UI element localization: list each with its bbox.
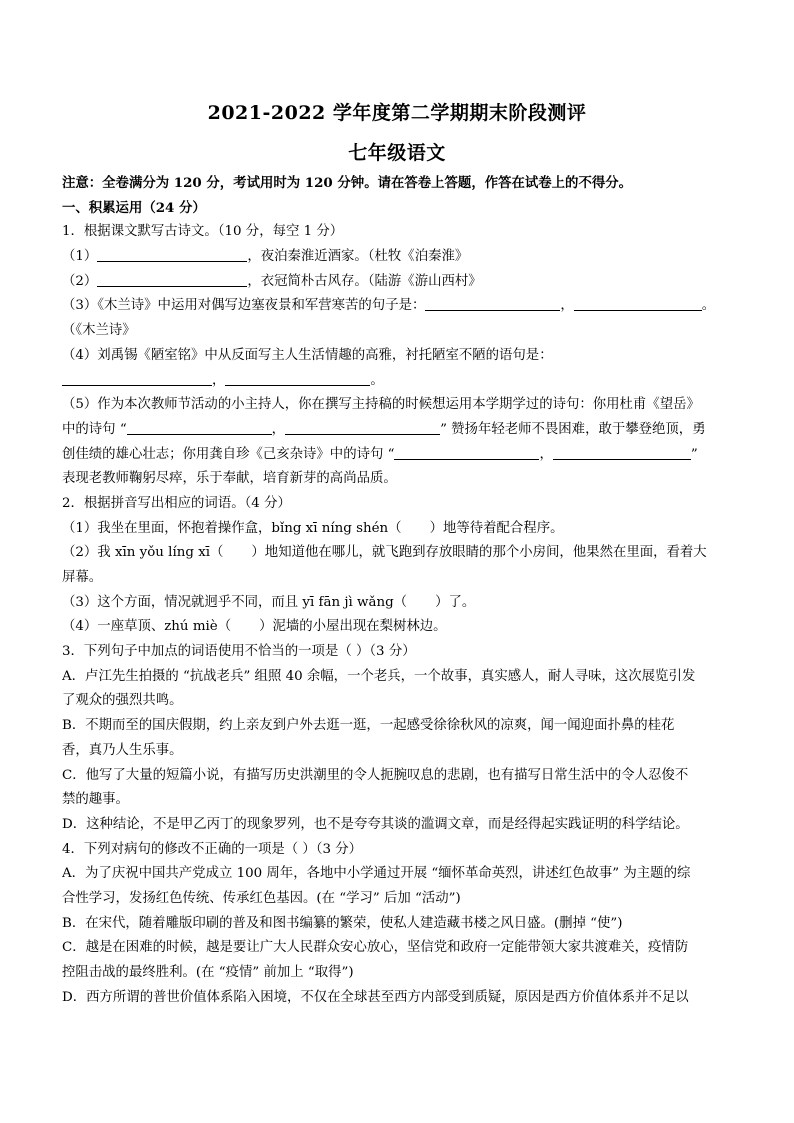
exam-title: 2021-2022 学年度第二学期期末阶段测评 <box>207 102 587 124</box>
answer-blank[interactable] <box>425 295 560 311</box>
answer-blank[interactable] <box>394 444 539 460</box>
q4-option-c: C．越是在困难的时候，越是要让广大人民群众安心放心，坚信党和政府一定能带领大家共渡难关，疫情防 <box>62 940 689 956</box>
q4-option-d: D．西方所谓的普世价值体系陷入困境，不仅在全球甚至西方内部受到质疑，原因是西方价值体系并不足以 <box>62 989 689 1005</box>
exam-subtitle: 七年级语文 <box>348 142 446 164</box>
notice: 注意：全卷满分为 120 分，考试用时为 120 分钟。请在答卷上答题，作答在试卷上的不得分。 <box>62 175 633 191</box>
q4-stem: 4．下列对病句的修改不正确的一项是（ ）（3 分） <box>62 841 363 857</box>
q2-item-3: （3）这个方面，情况就迥乎不同，而且 yī fān jì wǎng（ ）了。 <box>62 594 476 610</box>
q1-stem: 1．根据课文默写古诗文。（10 分，每空 1 分） <box>62 224 344 240</box>
q1-item-5: （5）作为本次教师节活动的小主持人，你在撰写主持稿的时候想运用本学期学过的诗句：你用杜甫《望岳》 <box>62 397 700 413</box>
answer-blank[interactable] <box>225 370 370 386</box>
q2-item-4: （4）一座草顶、zhú miè（ ）泥墙的小屋出现在梨树林边。 <box>62 619 447 635</box>
q3-option-a: A．卢江先生拍摄的 “抗战老兵” 组照 40 余幅，一个老兵，一个故事，真实感人，耐人寻味，这次展览引发 <box>62 668 696 684</box>
q1-item-4-answers: ， 。 <box>62 369 732 394</box>
answer-blank[interactable] <box>127 419 272 435</box>
q1-item-3-source: （《木兰诗》 <box>62 323 136 339</box>
q3-option-c-cont: 禁的趣事。 <box>62 792 129 808</box>
q1-item-3: （3）《木兰诗》中运用对偶写边塞夜景和军营寒苦的句子是： ， 。 <box>62 294 732 319</box>
q4-option-b: B．在宋代，随着雕版印刷的普及和图书编纂的繁荣，使私人建造藏书楼之风日盛。(删掉 “使”) <box>62 915 623 931</box>
q1-item-5-line4: 表现老教师鞠躬尽瘁，乐于奉献，培育新芽的高尚品质。 <box>62 471 397 487</box>
q2-item-2: （2）我 xīn yǒu líng xī（ ）地知道他在哪儿，就飞跑到存放眼睛的那个小房间，他果然在里面，看着大 <box>62 545 707 561</box>
q4-option-a-cont: 合性学习，发扬红色传统、传承红色基因。(在 “学习” 后加 “活动”) <box>62 890 461 906</box>
q4-option-a: A．为了庆祝中国共产党成立 100 周年，各地中小学通过开展 “缅怀革命英烈，讲述红色故事” 为主题的综 <box>62 866 691 882</box>
q1-item-5-line2: 中的诗句 “ ， ” 赞扬年轻老师不畏困难，敢于攀登绝顶，勇 <box>62 418 732 443</box>
q1-item-1: （1） ，夜泊秦淮近酒家。（杜牧《泊秦淮》 <box>62 245 732 270</box>
q1-item-5-line3: 创佳绩的雄心壮志；你用龚自珍《己亥杂诗》中的诗句 “ ， ” <box>62 443 732 468</box>
q3-option-b-cont: 香，真乃人生乐事。 <box>62 742 183 758</box>
section-heading: 一、积累运用（24 分） <box>62 199 206 216</box>
answer-blank[interactable] <box>574 295 702 311</box>
q3-option-c: C．他写了大量的短篇小说，有描写历史洪潮里的令人扼腕叹息的悲剧，也有描写日常生活中的令人忍俊不 <box>62 767 689 783</box>
q1-item-4: （4）刘禹锡《陋室铭》中从反面写主人生活情趣的高雅，衬托陋室不陋的语句是： <box>62 347 553 363</box>
q3-option-b: B．不期而至的国庆假期，约上亲友到户外去逛一逛，一起感受徐徐秋风的凉爽，闻一闻迎面扑鼻的桂花 <box>62 718 675 734</box>
q4-option-c-cont: 控阻击战的最终胜利。(在 “疫情” 前加上 “取得”) <box>62 965 354 980</box>
q2-item-1: （1）我坐在里面，怀抱着操作盒，bǐng xī níng shén（ ）地等待着配合程序。 <box>62 520 564 536</box>
answer-blank[interactable] <box>97 246 247 262</box>
answer-blank[interactable] <box>285 419 440 435</box>
q3-option-d: D．这种结论，不是甲乙丙丁的现象罗列，也不是夸夸其谈的滥调文章，而是经得起实践证明的科学结论。 <box>62 816 689 832</box>
answer-blank[interactable] <box>553 444 691 460</box>
q3-option-a-cont: 了观众的强烈共鸣。 <box>62 693 183 709</box>
q3-stem: 3．下列句子中加点的词语使用不恰当的一项是（ ）（3 分） <box>62 644 416 660</box>
q2-stem: 2．根据拼音写出相应的词语。（4 分） <box>62 495 291 511</box>
answer-blank[interactable] <box>62 370 212 386</box>
q2-item-2-line2: 屏幕。 <box>62 570 103 585</box>
q1-item-2: （2） ，衣冠简朴古风存。（陆游《游山西村》 <box>62 270 732 295</box>
answer-blank[interactable] <box>97 271 247 287</box>
exam-body <box>62 171 732 1010</box>
